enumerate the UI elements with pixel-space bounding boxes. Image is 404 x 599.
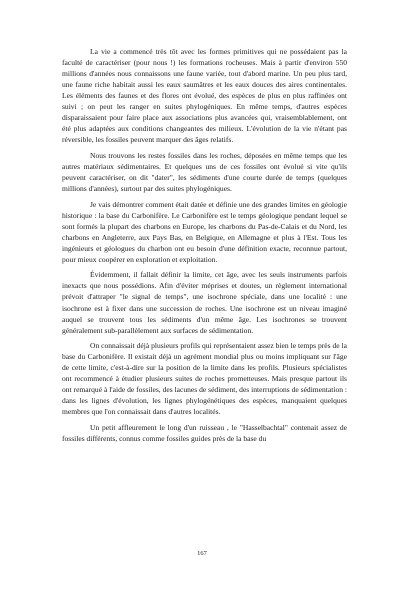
paragraph-3: Je vais démontrer comment était datée et définie une des grandes limites en géologie historique : la base du Carbonifère. Le Carbonifère est le temps géologique pendant lequel se sont formés la plupart des charbons en Europe, les charbons du Pas-de-Calais et du Nord, les charbons en Angleterre, aux Pays Bas, en Belgique, en Allemagne et plus à l'Est. Tous les ingénieurs et géologues du charbon ont eu besoin d'une définition exacte, reconnue partout, pour mieux coopérer en exploration et exploitation. <box>62 199 347 264</box>
body-text <box>62 46 347 444</box>
paragraph-4: Évidemment, il fallait définir la limite, cet âge, avec les seuls instruments parfois inexacts que nous possédions. Afin d'éviter méprises et doutes, un règlement international prévoit d'attraper "le signal de temps", une isochrone spéciale, dans une localité : une isochrone est à fixer dans une succession de roches. Une isochrone est un niveau imaginé auquel se trouvent tous les sédiments d'un même âge. Les isochrones se trouvent généralement sub-parallèlement aux surfaces de sédimentation. <box>62 270 347 335</box>
paragraph-6: Un petit affleurement le long d'un ruisseau , le "Hasselbachtal" contenait assez de fossiles différents, connus comme fossiles guides près de la base du <box>62 423 347 444</box>
paragraph-1: La vie a commencé très tôt avec les formes primitives qui ne possédaient pas la faculté de caractériser (pour nous !) les formations rocheuses. Mais à partir d'environ 550 millions d'années nous connaissons une faune variée, tout d'abord marine. Un peu plus tard, une faune riche habitait aussi les eaux saumâtres et les eaux douces des aires continentales. Les éléments des faunes et des flores ont évolué, des espèces de plus en plus raffinées ont suivi ; on peut les ranger en suites phylogéniques. En même temps, d'autres espèces disparaissaient pour faire place aux associations plus avancées qui, vraisemblablement, ont été plus adaptées aux conditions changeantes des milieux. L'évolution de la vie n'étant pas réversible, les fossiles peuvent marquer des âges relatifs. <box>62 47 347 145</box>
paragraph-5: On connaissait déjà plusieurs profils qui représentaient assez bien le temps près de la base du Carbonifère. Il existait déjà un agrément mondial plus ou moins impliquant sur l'âge de cette limite, c'est-à-dire sur la position de la limite dans les profils. Plusieurs spécialistes ont recommencé à étudier plusieurs suites de roches prometteuses. Mais presque partout ils ont remarqué à l'aide de fossiles, des lacunes de sédiment, des interruptions de sédimentation : dans les lignes d'évolution, les lignes phylogénétiques des espèces, manquaient quelques membres que l'on connaissait dans d'autres localités. <box>62 341 347 417</box>
paragraph-2: Nous trouvons les restes fossiles dans les roches, déposées en même temps que les autres matériaux sédimentaires. Et quelques uns de ces fossiles ont évolué si vite qu'ils peuvent caractériser, on dit "dater", les sédiments d'une courte durée de temps (quelques millions d'années), surtout par des suites phylogéniques. <box>62 150 347 194</box>
page-number: 167 <box>197 550 207 557</box>
